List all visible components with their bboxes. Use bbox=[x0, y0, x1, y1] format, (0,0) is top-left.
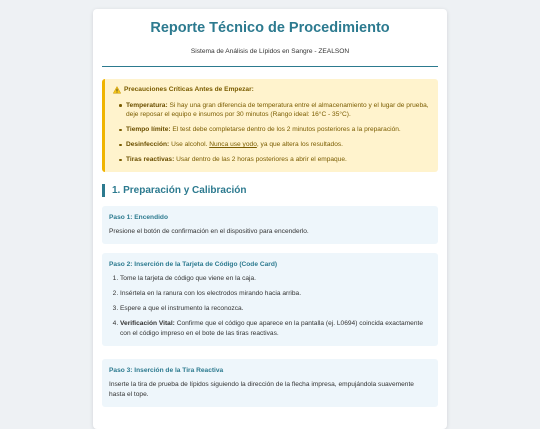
precaution-label: Tiras reactivas: bbox=[126, 156, 175, 163]
precautions-title: Precauciones Críticas Antes de Empezar: bbox=[124, 86, 254, 93]
precaution-text: Use alcohol. bbox=[169, 141, 210, 148]
step-text: Inserte la tira de prueba de lípidos siguiendo la dirección de la flecha impresa, empujándola suavemente hasta el tope. bbox=[109, 380, 414, 398]
list-item: 3. Espere a que el instrumento la reconozca. bbox=[120, 304, 431, 314]
report-header bbox=[102, 9, 438, 67]
step-list bbox=[109, 274, 431, 339]
precaution-text: Si hay una gran diferencia de temperatura entre el almacenamiento y el lugar de prueba, deje reposar el equipo e insumos por 30 minutos (Rango ideal: 16°C - 35°C). bbox=[126, 101, 429, 118]
precautions-list bbox=[113, 101, 430, 165]
section-title: 1. Preparación y Calibración bbox=[102, 184, 438, 197]
step-2-card bbox=[102, 253, 438, 346]
step-title: Paso 3: Inserción de la Tira Reactiva bbox=[109, 366, 224, 374]
report-page bbox=[93, 9, 447, 429]
precaution-label: Desinfección: bbox=[126, 141, 170, 148]
warning-icon bbox=[113, 86, 121, 94]
precautions-heading bbox=[113, 85, 430, 95]
step-1-card bbox=[102, 206, 438, 244]
precaution-test-strips bbox=[119, 155, 430, 165]
precaution-time-limit bbox=[119, 125, 430, 135]
precautions-box bbox=[102, 79, 438, 172]
precaution-text: El test debe completarse dentro de los 2 minutos posteriores a la preparación. bbox=[170, 126, 401, 133]
precaution-text: Usar dentro de las 2 horas posteriores a abrir el empaque. bbox=[174, 156, 347, 163]
precaution-disinfection bbox=[119, 140, 430, 150]
precaution-temperature bbox=[119, 101, 430, 120]
step-3-card bbox=[102, 359, 438, 407]
precaution-emphasis: Nunca use yodo bbox=[209, 141, 257, 148]
step-title: Paso 1: Encendido bbox=[109, 213, 168, 221]
page-subtitle: Sistema de Análisis de Lípidos en Sangre - ZEALSON bbox=[190, 48, 350, 55]
vital-text: Confirme que el código que aparece en la pantalla (ej. L0694) coincida exactamente con el código impreso en el bote de las tiras reactivas. bbox=[120, 319, 424, 337]
vital-label: Verificación Vital: bbox=[120, 319, 175, 327]
list-item: 1. Tome la tarjeta de código que viene en la caja. bbox=[120, 274, 431, 284]
precaution-text: , ya que altera los resultados. bbox=[256, 141, 343, 148]
page-title: Reporte Técnico de Procedimiento bbox=[150, 20, 390, 36]
list-item: 2. Insértela en la ranura con los electrodos mirando hacia arriba. bbox=[120, 289, 431, 299]
precaution-label: Tiempo límite: bbox=[126, 126, 171, 133]
step-title: Paso 2: Inserción de la Tarjeta de Código (Code Card) bbox=[109, 260, 278, 268]
precaution-label: Temperatura: bbox=[126, 101, 168, 109]
list-item-vital-check bbox=[120, 319, 431, 339]
step-text: Presione el botón de confirmación en el dispositivo para encenderlo. bbox=[109, 227, 309, 235]
